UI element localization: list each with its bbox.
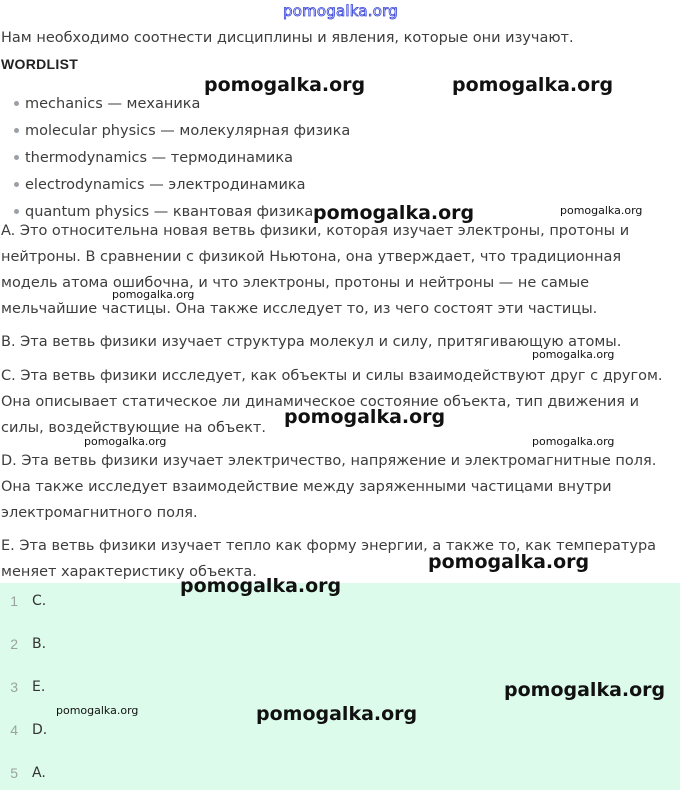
answer-value: C.	[32, 593, 47, 609]
paragraph-d: D. Эта ветвь физики изучает электричество, напряжение и электромагнитные поля. Она также исследует взаимодействие между заряженными частицами внутри электромагнитного поля.	[1, 453, 657, 521]
watermark: pomogalka.org	[313, 202, 475, 224]
watermark: pomogalka.org	[56, 704, 139, 717]
bullet-icon	[14, 155, 19, 160]
watermark: pomogalka.org	[284, 406, 446, 428]
wordlist	[14, 90, 350, 225]
watermark: pomogalka.org	[532, 435, 615, 448]
watermark: pomogalka.org	[204, 74, 366, 96]
watermark: pomogalka.org	[256, 703, 418, 725]
list-item: mechanics — механика	[14, 90, 350, 117]
answer-row	[0, 591, 46, 611]
watermark: pomogalka.org	[504, 679, 666, 701]
answer-row	[0, 634, 46, 654]
answer-value: E.	[32, 679, 46, 695]
watermark: pomogalka.org	[532, 348, 615, 361]
paragraph-c: C. Эта ветвь физики исследует, как объекты и силы взаимодействуют друг с другом. Она описывает статическое ли динамическое состояние объекта, тип движения и силы, воздействующие на объект.	[1, 368, 663, 436]
answer-number: 3	[10, 679, 18, 695]
site-logo[interactable]: pomogalka.org	[283, 2, 398, 20]
paragraph-b: B. Эта ветвь физики изучает структура молекул и силу, притягивающую атомы.	[1, 334, 622, 350]
answer-row	[0, 763, 46, 783]
paragraph-a: A. Это относительна новая ветвь физики, которая изучает электроны, протоны и нейтроны. В сравнении с физикой Ньютона, она утверждает, что традиционная модель атома ошибочна, и что электроны, протоны и нейтроны — не самые мельчайшие частицы. Она также исследует то, из чего состоят эти частицы.	[1, 223, 630, 317]
answer-value: B.	[32, 636, 47, 652]
intro-text: Нам необходимо соотнести дисциплины и явления, которые они изучают.	[1, 30, 574, 46]
paragraph-e: E. Эта ветвь физики изучает тепло как форму энергии, а также то, как температура меняет характеристику объекта.	[1, 538, 657, 580]
answer-number: 1	[10, 593, 18, 609]
watermark: pomogalka.org	[560, 204, 643, 217]
watermark: pomogalka.org	[180, 575, 342, 597]
bullet-icon	[14, 182, 19, 187]
watermark: pomogalka.org	[84, 435, 167, 448]
answer-row	[0, 720, 47, 740]
bullet-icon	[14, 101, 19, 106]
list-item: quantum physics — квантовая физика	[14, 198, 350, 225]
answer-row	[0, 677, 45, 697]
answer-value: A.	[32, 765, 46, 781]
list-item: molecular physics — молекулярная физика	[14, 117, 350, 144]
answer-number: 4	[10, 722, 18, 738]
watermark: pomogalka.org	[112, 288, 195, 301]
watermark: pomogalka.org	[452, 74, 614, 96]
answer-value: D.	[32, 722, 48, 738]
answer-number: 5	[10, 765, 18, 781]
list-item: thermodynamics — термодинамика	[14, 144, 350, 171]
list-item: electrodynamics — электродинамика	[14, 171, 350, 198]
bullet-icon	[14, 209, 19, 214]
wordlist-title: WORDLIST	[1, 56, 79, 72]
watermark: pomogalka.org	[428, 551, 590, 573]
answer-number: 2	[10, 636, 18, 652]
bullet-icon	[14, 128, 19, 133]
